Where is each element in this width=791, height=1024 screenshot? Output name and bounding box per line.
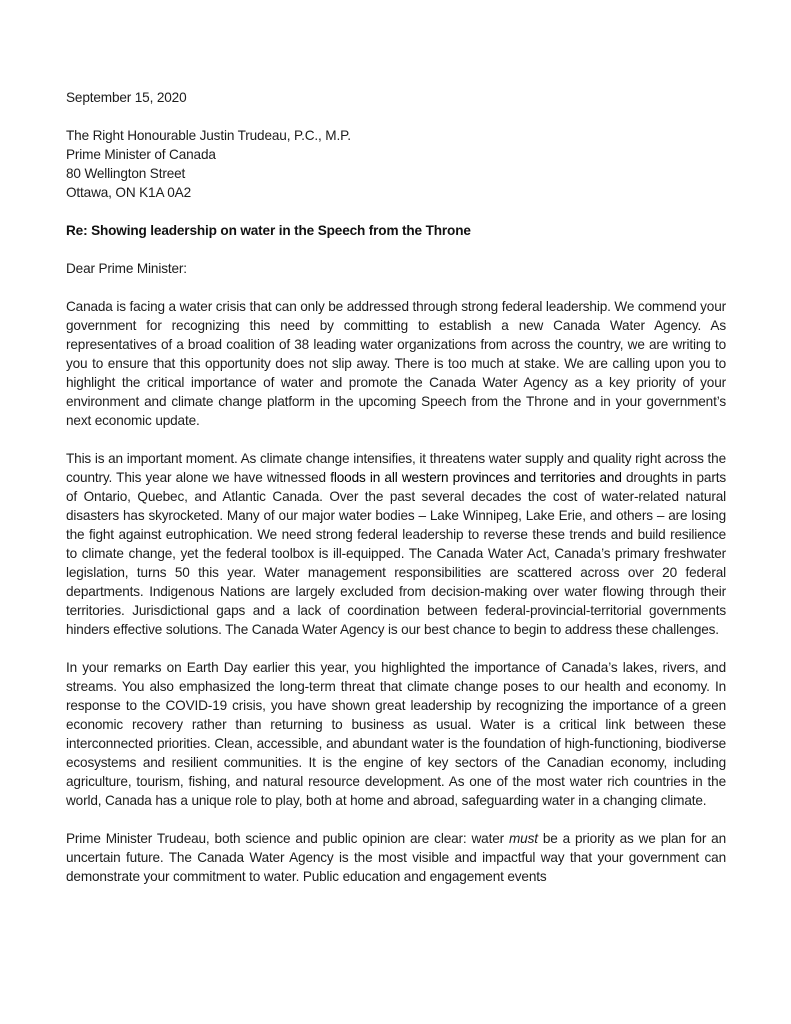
recipient-address bbox=[66, 126, 726, 202]
recipient-name: The Right Honourable Justin Trudeau, P.C., M.P. bbox=[66, 128, 351, 143]
body-paragraph-4 bbox=[66, 829, 726, 886]
body-paragraph-3: In your remarks on Earth Day earlier this year, you highlighted the importance of Canada’s lakes, rivers, and streams. You also emphasized the long-term threat that climate change poses to our health and economy. In response to the COVID-19 crisis, you have shown great leadership by recognizing the importance of a green economic recovery rather than returning to business as usual. Water is a critical link between these interconnected priorities. Clean, accessible, and abundant water is the foundation of high-functioning, biodiverse ecosystems and resilient communities. It is the engine of key sectors of the Canadian economy, including agriculture, tourism, fishing, and natural resource development. As one of the most water rich countries in the world, Canada has a unique role to play, both at home and abroad, safeguarding water in a changing climate. bbox=[66, 660, 726, 808]
paragraph-4-text-start: Prime Minister Trudeau, both science and public opinion are clear: water bbox=[66, 831, 509, 846]
body-paragraph-2 bbox=[66, 449, 726, 639]
letter-subject: Re: Showing leadership on water in the Speech from the Throne bbox=[66, 223, 471, 238]
paragraph-4-text-end: be a priority as we plan for an uncertain future. The Canada Water Agency is the most visible and impactful way that your government can demonstrate your commitment to water. Public education and engagement events bbox=[66, 831, 726, 884]
letter-page bbox=[66, 88, 726, 905]
letter-date: September 15, 2020 bbox=[66, 90, 187, 105]
paragraph-2-text-end: droughts in parts of Ontario, Quebec, and Atlantic Canada. Over the past several decades the cost of water-related natural disasters has skyrocketed. Many of our major water bodies – Lake Winnipeg, Lake Erie, and others – are losing the fight against eutrophication. We need strong federal leadership to reverse these trends and build resilience to climate change, yet the federal toolbox is ill-equipped. The Canada Water Act, Canada’s primary freshwater legislation, turns 50 this year. Water management responsibilities are scattered across over 20 federal departments. Indigenous Nations are largely excluded from decision-making over water flowing through their territories. Jurisdictional gaps and a lack of coordination between federal-provincial-territorial governments hinders effective solutions. The Canada Water Agency is our best chance to begin to address these challenges. bbox=[66, 470, 726, 637]
emphasis-must: must bbox=[508, 831, 538, 846]
recipient-city: Ottawa, ON K1A 0A2 bbox=[66, 185, 191, 200]
paragraph-2-text-start: This is an important moment. As climate change intensifies, it threatens water supply and quality right across the country. This year alone we have witnessed bbox=[66, 451, 726, 485]
recipient-title: Prime Minister of Canada bbox=[66, 147, 216, 162]
floods-highlight-text: floods in all western provinces and territories and bbox=[330, 470, 622, 485]
letter-salutation: Dear Prime Minister: bbox=[66, 261, 187, 276]
body-paragraph-1: Canada is facing a water crisis that can only be addressed through strong federal leadership. We commend your government for recognizing this need by committing to establish a new Canada Water Agency. As representatives of a broad coalition of 38 leading water organizations from across the country, we are writing to you to ensure that this opportunity does not slip away. There is too much at stake. We are calling upon you to highlight the critical importance of water and promote the Canada Water Agency as a key priority of your environment and climate change platform in the upcoming Speech from the Throne and in your government’s next economic update. bbox=[66, 299, 726, 428]
recipient-street: 80 Wellington Street bbox=[66, 166, 186, 181]
